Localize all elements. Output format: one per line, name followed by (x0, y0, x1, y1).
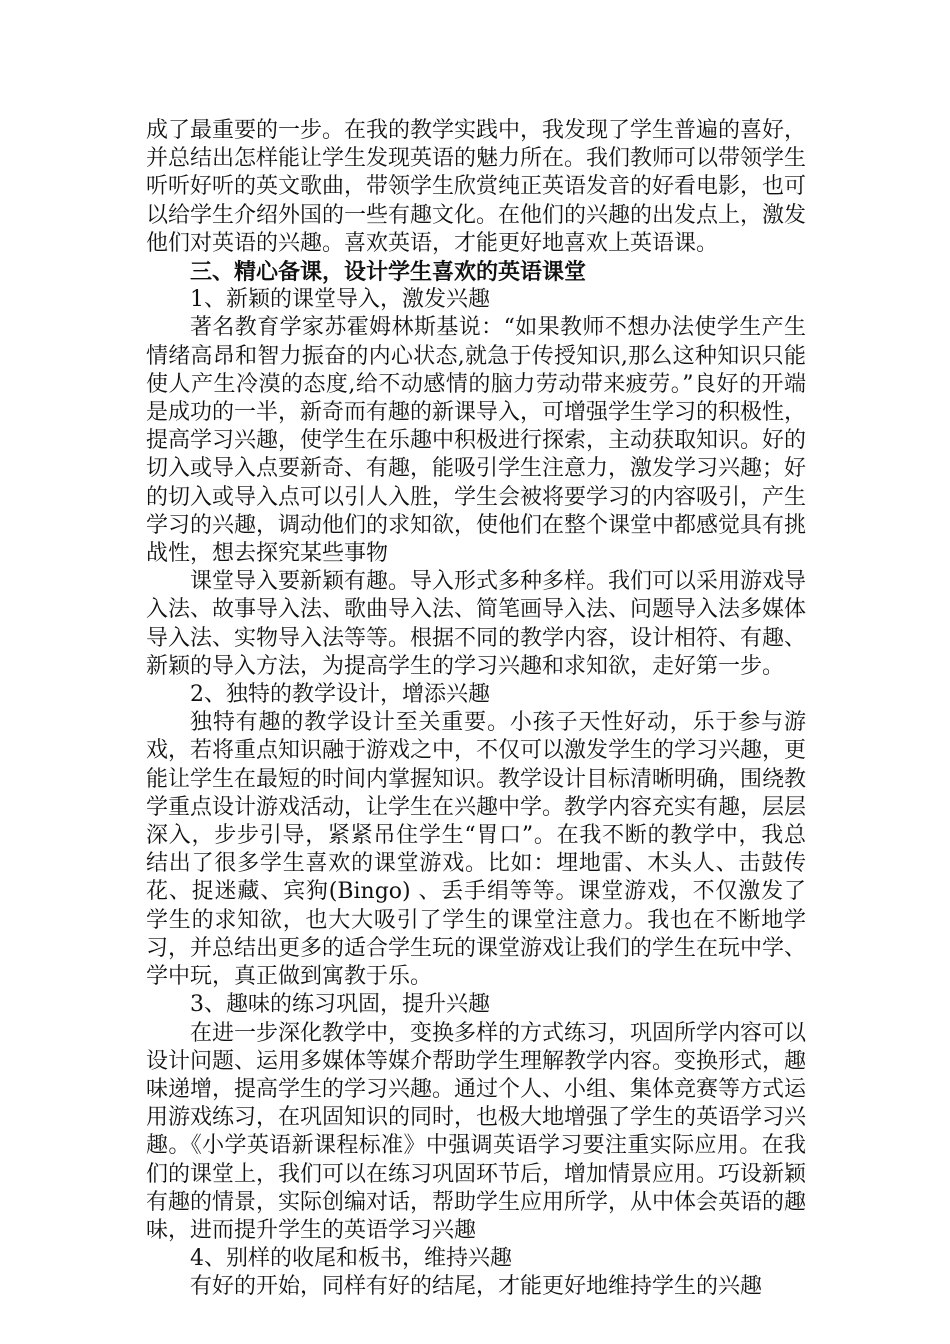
sub-heading-4: 4、别样的收尾和板书，维持兴趣 (190, 1246, 512, 1272)
paragraph-1b: 课堂导入要新颖有趣。导入形式多种多样。我们可以采用游戏导入法、故事导入法、歌曲导入法、简笔画导入法、问题导入法多媒体导入法、实物导入法等等。根据不同的教学内容，设计相符、有趣、新颖的导入方法，为提高学生的学习兴趣和求知欲，走好第一步。 (146, 569, 807, 679)
section-heading-3: 三、精心备课，设计学生喜欢的英语课堂 (190, 259, 587, 286)
paragraph-2: 独特有趣的教学设计至关重要。小孩子天性好动，乐于参与游戏，若将重点知识融于游戏之中，不仅可以激发学生的学习兴趣，更能让学生在最短的时间内掌握知识。教学设计目标清晰明确，围绕教学重点设计游戏活动，让学生在兴趣中学。教学内容充实有趣，层层深入，步步引导，紧紧吊住学生“胃口”。在我不断的教学中，我总结出了很多学生喜欢的课堂游戏。比如：埋地雷、木头人、击鼓传花、捉迷藏、宾狗(Bingo) 、丢手绢等等。课堂游戏，不仅激发了学生的求知欲，也大大吸引了学生的课堂注意力。我也在不断地学习，并总结出更多的适合学生玩的课堂游戏让我们的学生在玩中学、学中玩，真正做到寓教于乐。 (146, 710, 807, 990)
paragraph-4: 有好的开始，同样有好的结尾，才能更好地维持学生的兴趣 (190, 1274, 763, 1300)
document-page (146, 117, 806, 1302)
paragraph-1a: 著名教育学家苏霍姆林斯基说：“如果教师不想办法使学生产生情绪高昂和智力振奋的内心状态,就急于传授知识,那么这种知识只能使人产生冷漠的态度,给不动感情的脑力劳动带来疲劳。”良好的开端是成功的一半，新奇而有趣的新课导入，可增强学生学习的积极性，提高学习兴趣，使学生在乐趣中积极进行探索，主动获取知识。好的切入或导入点要新奇、有趣，能吸引学生注意力，激发学习兴趣；好的切入或导入点可以引人入胜，学生会被将要学习的内容吸引，产生学习的兴趣，调动他们的求知欲，使他们在整个课堂中都感觉具有挑战性，想去探究某些事物 (146, 315, 807, 567)
paragraph-continuation: 成了最重要的一步。在我的教学实践中，我发现了学生普遍的喜好，并总结出怎样能让学生发现英语的魅力所在。我们教师可以带领学生听听好听的英文歌曲，带领学生欣赏纯正英语发音的好看电影，也可以给学生介绍外国的一些有趣文化。在他们的兴趣的出发点上，激发他们对英语的兴趣。喜欢英语，才能更好地喜欢上英语课。 (146, 118, 807, 256)
sub-heading-3: 3、趣味的练习巩固，提升兴趣 (190, 992, 490, 1018)
sub-heading-2: 2、独特的教学设计，增添兴趣 (190, 682, 490, 708)
paragraph-3: 在进一步深化教学中，变换多样的方式练习，巩固所学内容可以设计问题、运用多媒体等媒介帮助学生理解教学内容。变换形式，趣味递增，提高学生的学习兴趣。通过个人、小组、集体竞赛等方式运用游戏练习，在巩固知识的同时，也极大地增强了学生的英语学习兴趣。《小学英语新课程标准》中强调英语学习要注重实际应用。在我们的课堂上，我们可以在练习巩固环节后，增加情景应用。巧设新颖有趣的情景，实际创编对话，帮助学生应用所学，从中体会英语的趣味，进而提升学生的英语学习兴趣 (146, 1020, 807, 1243)
sub-heading-1: 1、新颖的课堂导入，激发兴趣 (190, 287, 490, 313)
